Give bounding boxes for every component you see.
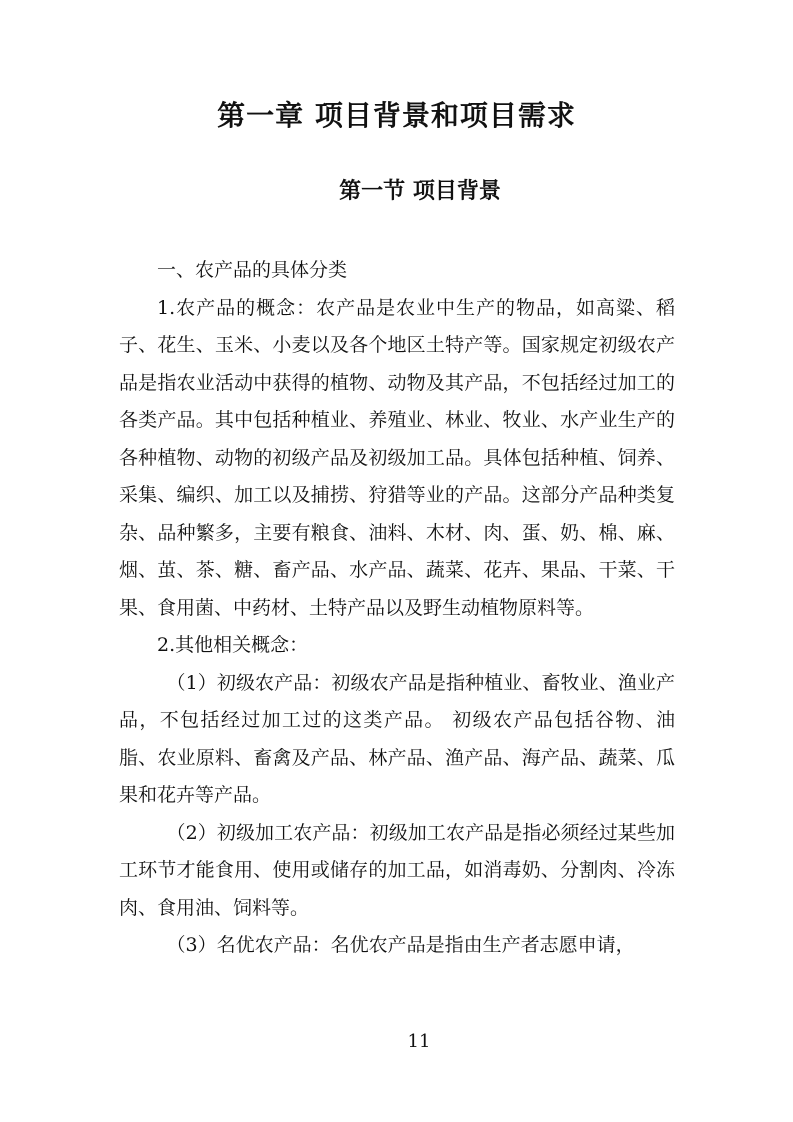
paragraph-famous-products: （3）名优农产品：名优农产品是指由生产者志愿申请， (166, 934, 635, 956)
page-number: 11 (407, 1031, 431, 1052)
paragraph-concept: 1.农产品的概念：农产品是农业中生产的物品，如高粱、稻子、花生、玉米、小麦以及各个地区土特产等。国家规定初级农产品是指农业活动中获得的植物、动物及其产品，不包括经过加工的各类产品。其中包括种植业、养殖业、林业、牧业、水产业生产的各种植物、动物的初级产品及初级加工品。具体包括种植、饲养、采集、编织、加工以及捕捞、狩猎等业的产品。这部分产品种类复杂、品种繁多，主要有粮食、油料、木材、肉、蛋、奶、棉、麻、烟、茧、茶、糖、畜产品、水产品、蔬菜、花卉、果品、干菜、干果、食用菌、中药材、土特产品以及野生动植物原料等。 (119, 296, 675, 619)
paragraph-primary-products: （1）初级农产品：初级农产品是指种植业、畜牧业、渔业产品，不包括经过加工过的这类产品。 初级农产品包括谷物、油脂、农业原料、畜禽及产品、林产品、渔产品、海产品、蔬菜、瓜果和花卉等产品。 (119, 671, 675, 806)
section-title: 第一节 项目背景 (339, 179, 501, 204)
paragraph-heading-classification: 一、农产品的具体分类 (157, 259, 348, 281)
body-text (119, 252, 675, 965)
chapter-title: 第一章 项目背景和项目需求 (217, 99, 576, 132)
paragraph-related-concepts: 2.其他相关概念： (157, 634, 309, 656)
paragraph-primary-processed-products: （2）初级加工农产品：初级加工农产品是指必须经过某些加工环节才能食用、使用或储存的加工品，如消毒奶、分割肉、冷冻肉、食用油、饲料等。 (119, 821, 675, 919)
